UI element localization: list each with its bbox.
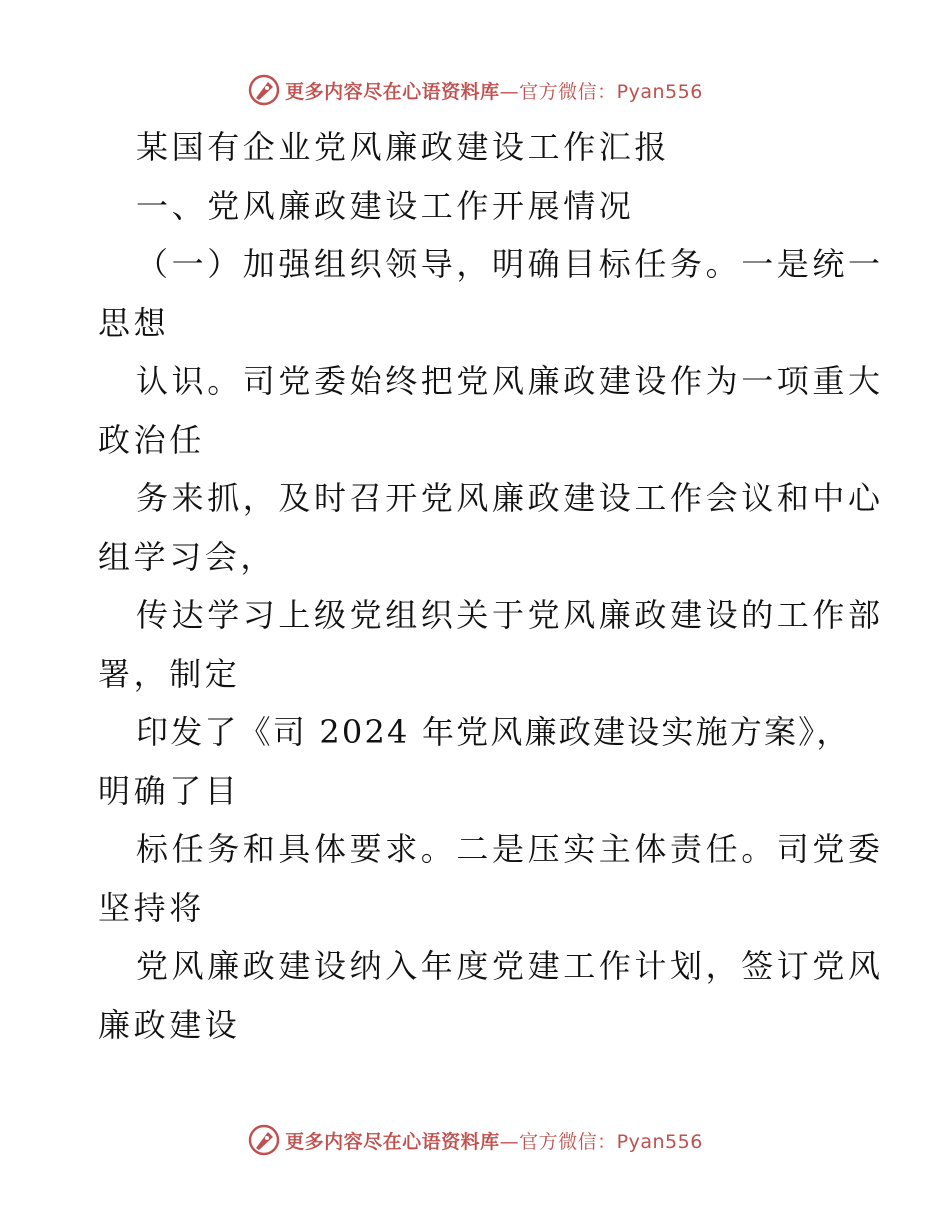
paragraph-line: 政治任 [98,420,205,459]
paragraph-line: 组学习会， [98,537,277,576]
paragraph-line: （一）加强组织领导，明确目标任务。一是统一 [136,245,884,283]
footer-watermark [0,1120,950,1160]
paragraph-line: 印发了《司 2024 年党风廉政建设实施方案》， [136,713,851,751]
watermark-contact: 官方微信：Pyan556 [519,1130,703,1153]
watermark-dash: — [499,80,520,103]
section-heading: 一、党风廉政建设工作开展情况 [136,186,635,225]
pen-nib-logo-icon [247,73,281,107]
paragraph-line: 明确了目 [98,771,241,810]
document-title: 某国有企业党风廉政建设工作汇报 [136,128,671,166]
watermark-contact: 官方微信：Pyan556 [519,80,703,103]
pen-nib-logo-icon [247,1123,281,1157]
paragraph-line: 认识。司党委始终把党风廉政建设作为一项重大 [136,362,884,400]
header-watermark [0,70,950,110]
paragraph-line: 署，制定 [98,654,241,693]
paragraph-line: 传达学习上级党组织关于党风廉政建设的工作部 [136,596,884,634]
paragraph-line: 思想 [98,303,170,342]
watermark-lead: 更多内容尽在心语资料库 [285,80,500,103]
document-body [98,118,884,1054]
paragraph-line: 标任务和具体要求。二是压实主体责任。司党委 [136,830,884,868]
paragraph-line: 党风廉政建设纳入年度党建工作计划，签订党风 [136,947,884,985]
watermark-text [285,1127,703,1154]
paragraph-line: 务来抓，及时召开党风廉政建设工作会议和中心 [136,479,884,517]
watermark-lead: 更多内容尽在心语资料库 [285,1130,500,1153]
watermark-text [285,77,703,104]
paragraph-line: 坚持将 [98,888,205,927]
watermark-dash: — [499,1130,520,1153]
paragraph-line: 廉政建设 [98,1005,241,1044]
